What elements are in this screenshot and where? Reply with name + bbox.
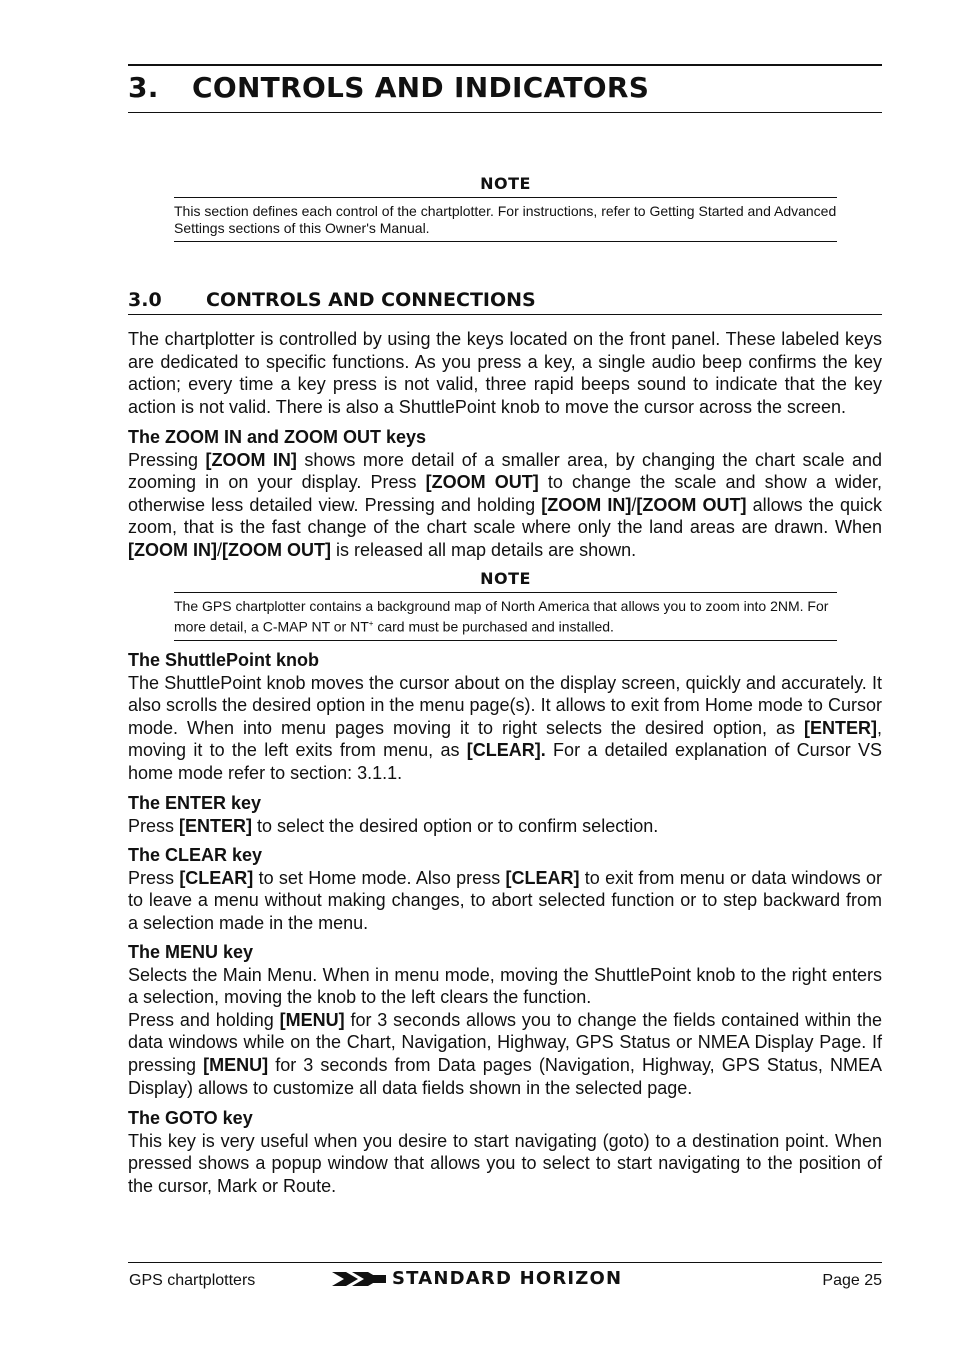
brand-name: STANDARD HORIZON xyxy=(392,1268,623,1289)
key-name: [ZOOM IN] xyxy=(205,449,297,470)
text-run: allows the quick zoom, that is the fast change of the chart scale where only the land areas are drawn. When xyxy=(128,494,882,538)
section-header xyxy=(128,289,882,315)
menu-key-section xyxy=(128,941,882,1099)
key-name: [CLEAR] xyxy=(179,867,254,888)
text-run: Press and holding xyxy=(128,1009,280,1030)
key-name: [ENTER] xyxy=(179,815,253,836)
note-text: This section defines each control of the chartplotter. For instructions, refer to Getting Started and Advanced Settings sections of this Owner's Manual. xyxy=(174,198,837,242)
shuttlepoint-heading: The ShuttlePoint knob xyxy=(128,650,319,670)
menu-key-heading: The MENU key xyxy=(128,942,254,962)
clear-key-section xyxy=(128,844,882,934)
zoom-keys-section xyxy=(128,426,882,562)
text-run: card must be purchased and installed. xyxy=(373,618,614,635)
text-run: for 3 seconds from Data pages (Navigation, Highway, GPS Status, NMEA Display) allows to customize all data fields shown in the selected page. xyxy=(128,1054,882,1098)
goto-key-text: This key is very useful when you desire to start navigating (goto) to a destination point. When pressed shows a popup window that allows you to select to start navigating to the position of the cursor, Mark or Route. xyxy=(128,1130,882,1196)
brand-logo xyxy=(332,1268,622,1292)
chapter-title-text: CONTROLS AND INDICATORS xyxy=(192,71,650,104)
text-run: Press xyxy=(128,815,180,836)
text-run: to select the desired option or to confirm selection. xyxy=(252,815,659,836)
key-name: [ZOOM OUT] xyxy=(425,472,539,493)
enter-key-text xyxy=(128,815,882,838)
text-run: to set Home mode. Also press xyxy=(253,867,506,888)
key-name: [ZOOM IN] xyxy=(128,539,217,560)
text-run: The ShuttlePoint knob moves the cursor about on the display screen, quickly and accurately. It also scrolls the desired option in the menu page(s). It allows to exit from Home mode to Cursor mode. When into menu pages moving it to right selects the desired option, as xyxy=(128,672,882,738)
key-name: [ZOOM OUT] xyxy=(636,494,747,515)
note-title: NOTE xyxy=(174,569,837,593)
key-name: [ZOOM IN] xyxy=(541,494,632,515)
page-number: Page 25 xyxy=(822,1272,882,1289)
key-name: [CLEAR] xyxy=(505,867,580,888)
superscript: + xyxy=(368,619,374,628)
note-box-background-map xyxy=(174,569,837,641)
key-name: [MENU] xyxy=(203,1054,269,1075)
goto-key-heading: The GOTO key xyxy=(128,1108,253,1128)
text-run: Pressing xyxy=(128,449,206,470)
note-title: NOTE xyxy=(174,174,837,198)
chapter-title xyxy=(128,71,649,104)
intro-paragraph xyxy=(128,328,882,418)
section-title xyxy=(128,289,882,311)
shuttlepoint-text xyxy=(128,672,882,785)
text-run: / xyxy=(631,494,637,515)
key-name: [ENTER] xyxy=(803,717,877,738)
text-run: for 3 seconds allows you to change the fields contained within the data windows while on the Chart, Navigation, Highway, GPS Status or NMEA Display Page. If pressing xyxy=(128,1009,883,1075)
chapter-number: 3. xyxy=(128,71,159,104)
brand-chevron-icon xyxy=(332,1271,386,1287)
intro-text: The chartplotter is controlled by using the keys located on the front panel. These labeled keys are dedicated to specific functions. As you press a key, a single audio beep confirms the key action; every time a key press is not valid, three rapid beeps sound to indicate that the key action is not valid. There is also a ShuttlePoint knob to move the cursor across the screen. xyxy=(128,329,882,417)
note-text xyxy=(174,593,837,641)
section-number: 3.0 xyxy=(128,289,162,311)
key-name: [ZOOM OUT] xyxy=(222,539,331,560)
text-run: is released all map details are shown. xyxy=(330,539,637,560)
text-run: / xyxy=(216,539,222,560)
key-name: [CLEAR]. xyxy=(466,740,546,761)
footer-product-name: GPS chartplotters xyxy=(129,1272,256,1289)
text-run: to exit from menu or data windows or to leave a menu without making changes, to abort selected function or to step backward from a selection made in the menu. xyxy=(128,867,882,933)
chapter-header xyxy=(128,64,882,113)
clear-key-heading: The CLEAR key xyxy=(128,845,263,865)
clear-key-text xyxy=(128,867,882,935)
page-footer xyxy=(128,1262,882,1303)
menu-key-text-1: Selects the Main Menu. When in menu mode, moving the ShuttlePoint knob to the right enters a selection, moving the knob to the left clears the function. xyxy=(128,964,882,1008)
text-run: shows more detail of a smaller area, by changing the chart scale and zooming in on your display. Press xyxy=(128,449,882,493)
text-run: , moving it to the left exits from menu, as xyxy=(128,717,882,761)
text-run: For a detailed explanation of Cursor VS home mode refer to section: 3.1.1. xyxy=(128,740,882,783)
zoom-keys-text xyxy=(128,449,882,562)
menu-key-text-2 xyxy=(128,1009,882,1099)
section-title-text: CONTROLS AND CONNECTIONS xyxy=(206,289,536,311)
enter-key-heading: The ENTER key xyxy=(128,793,262,813)
goto-key-section xyxy=(128,1107,882,1197)
text-run: Press xyxy=(128,867,180,888)
shuttlepoint-section xyxy=(128,649,882,785)
text-run: The GPS chartplotter contains a background map of North America that allows you to zoom into 2NM. For more detail, a C-MAP NT or NT xyxy=(174,598,829,635)
key-name: [MENU] xyxy=(279,1009,345,1030)
enter-key-section xyxy=(128,792,882,837)
text-run: to change the scale and show a wider, otherwise less detailed view. Pressing and holding xyxy=(128,472,883,515)
zoom-keys-heading: The ZOOM IN and ZOOM OUT keys xyxy=(128,427,427,447)
note-box-section-info xyxy=(174,174,837,242)
